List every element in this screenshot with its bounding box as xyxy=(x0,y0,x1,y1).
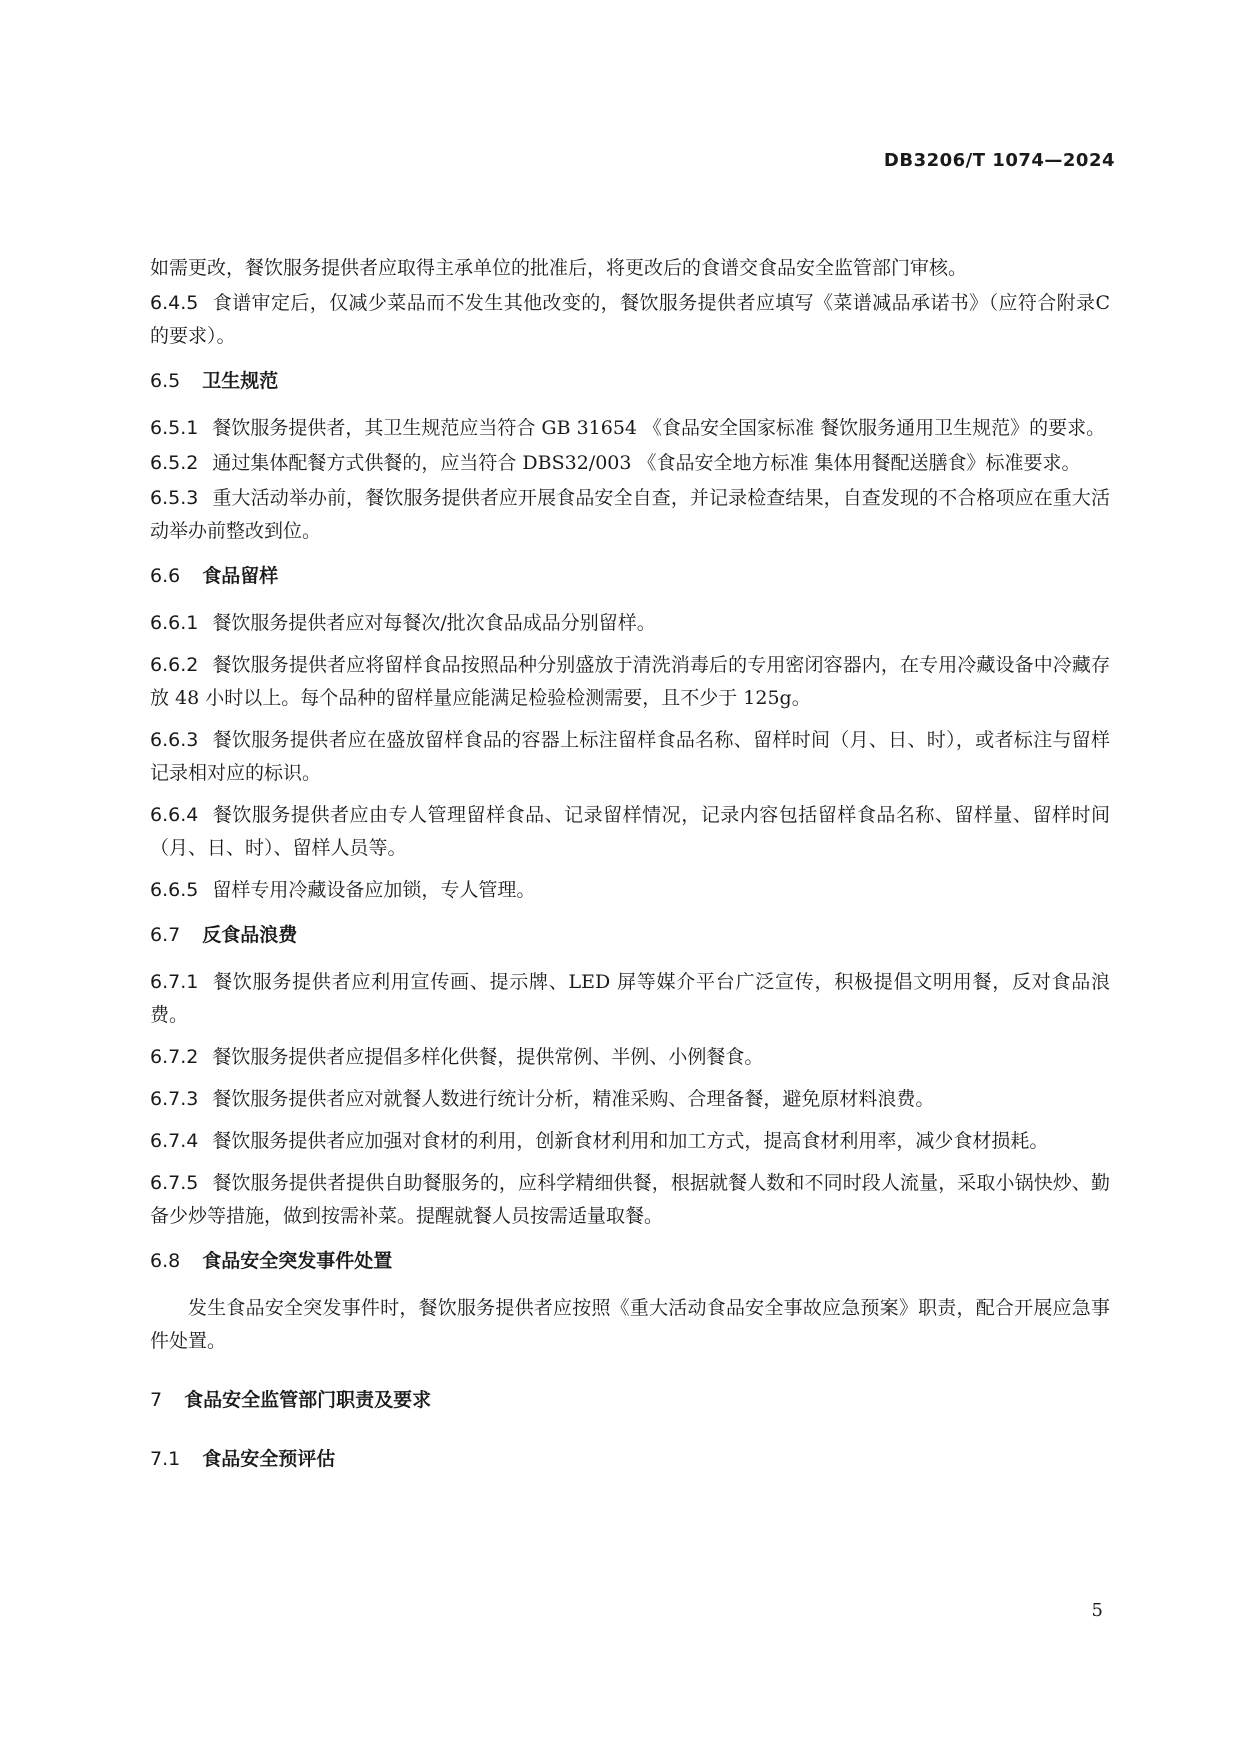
section-6-8-heading xyxy=(150,1245,1110,1278)
clause-number: 6.5.3 xyxy=(150,487,199,509)
paragraph-6-8: 发生食品安全突发事件时，餐饮服务提供者应按照《重大活动食品安全事故应急预案》职责，配合开展应急事件处置。 xyxy=(150,1297,1110,1352)
clause-text: 餐饮服务提供者应对每餐次/批次食品成品分别留样。 xyxy=(212,612,656,634)
clause-text: 餐饮服务提供者应利用宣传画、提示牌、LED 屏等媒介平台广泛宣传，积极提倡文明用餐，反对食品浪费。 xyxy=(150,971,1110,1026)
chapter-number: 7 xyxy=(150,1389,163,1411)
clause-text: 重大活动举办前，餐饮服务提供者应开展食品安全自查，并记录检查结果，自查发现的不合格项应在重大活动举办前整改到位。 xyxy=(150,487,1110,542)
clause-number: 6.5.1 xyxy=(150,417,199,439)
document-body xyxy=(150,252,1110,1476)
clause-number: 6.6.3 xyxy=(150,729,199,751)
clause-6-7-2 xyxy=(150,1041,1110,1074)
clause-text: 餐饮服务提供者应将留样食品按照品种分别盛放于清洗消毒后的专用密闭容器内，在专用冷藏设备中冷藏存放 48 小时以上。每个品种的留样量应能满足检验检测需要，且不少于 125g。 xyxy=(150,654,1110,709)
clause-number: 6.7.5 xyxy=(150,1172,199,1194)
clause-number: 6.6.1 xyxy=(150,612,199,634)
clause-number: 6.7.3 xyxy=(150,1088,199,1110)
section-number: 6.7 xyxy=(150,924,181,946)
clause-text: 餐饮服务提供者应对就餐人数进行统计分析，精准采购、合理备餐，避免原材料浪费。 xyxy=(212,1088,935,1110)
clause-text: 餐饮服务提供者应提倡多样化供餐，提供常例、半例、小例餐食。 xyxy=(212,1046,764,1068)
page-number: 5 xyxy=(1091,1600,1103,1621)
clause-6-5-3 xyxy=(150,482,1110,548)
clause-text: 食谱审定后，仅减少菜品而不发生其他改变的，餐饮服务提供者应填写《菜谱减品承诺书》（应符合附录C的要求）。 xyxy=(150,292,1110,347)
clause-6-6-5 xyxy=(150,874,1110,907)
clause-6-7-3 xyxy=(150,1083,1110,1116)
clause-6-6-1 xyxy=(150,607,1110,640)
clause-text: 餐饮服务提供者应由专人管理留样食品、记录留样情况，记录内容包括留样食品名称、留样量、留样时间（月、日、时）、留样人员等。 xyxy=(150,804,1110,859)
section-title: 反食品浪费 xyxy=(202,924,298,946)
section-title: 卫生规范 xyxy=(202,370,279,392)
section-6-6-heading xyxy=(150,560,1110,593)
section-number: 7.1 xyxy=(150,1448,181,1470)
clause-text: 餐饮服务提供者应加强对食材的利用，创新食材利用和加工方式，提高食材利用率，减少食材损耗。 xyxy=(212,1130,1049,1152)
clause-6-6-4 xyxy=(150,799,1110,865)
paragraph-continuation: 如需更改，餐饮服务提供者应取得主承单位的批准后，将更改后的食谱交食品安全监管部门审核。 xyxy=(150,257,968,279)
clause-text: 餐饮服务提供者提供自助餐服务的，应科学精细供餐，根据就餐人数和不同时段人流量，采取小锅快炒、勤备少炒等措施，做到按需补菜。提醒就餐人员按需适量取餐。 xyxy=(150,1172,1110,1227)
section-title: 食品安全预评估 xyxy=(202,1448,336,1470)
clause-6-7-1 xyxy=(150,966,1110,1032)
chapter-7-heading xyxy=(150,1384,1110,1417)
section-6-5-heading xyxy=(150,365,1110,398)
clause-number: 6.4.5 xyxy=(150,292,199,314)
section-number: 6.8 xyxy=(150,1250,181,1272)
clause-6-6-2 xyxy=(150,649,1110,715)
section-number: 6.6 xyxy=(150,565,181,587)
clause-6-7-4 xyxy=(150,1125,1110,1158)
clause-6-5-2 xyxy=(150,447,1110,480)
section-title: 食品安全突发事件处置 xyxy=(202,1250,393,1272)
clause-number: 6.6.5 xyxy=(150,879,199,901)
clause-number: 6.6.4 xyxy=(150,804,199,826)
clause-6-4-5 xyxy=(150,287,1110,353)
clause-text: 餐饮服务提供者，其卫生规范应当符合 GB 31654 《食品安全国家标准 餐饮服务通用卫生规范》的要求。 xyxy=(212,417,1106,439)
standard-code: DB3206/T 1074—2024 xyxy=(883,150,1115,171)
section-title: 食品留样 xyxy=(202,565,279,587)
clause-number: 6.7.4 xyxy=(150,1130,199,1152)
clause-number: 6.7.1 xyxy=(150,971,199,993)
clause-6-7-5 xyxy=(150,1167,1110,1233)
section-7-1-heading xyxy=(150,1443,1110,1476)
clause-number: 6.7.2 xyxy=(150,1046,199,1068)
chapter-title: 食品安全监管部门职责及要求 xyxy=(184,1389,432,1411)
clause-number: 6.5.2 xyxy=(150,452,199,474)
clause-6-5-1 xyxy=(150,412,1110,445)
section-number: 6.5 xyxy=(150,370,181,392)
clause-number: 6.6.2 xyxy=(150,654,199,676)
clause-text: 通过集体配餐方式供餐的，应当符合 DBS32/003 《食品安全地方标准 集体用餐配送膳食》标准要求。 xyxy=(212,452,1081,474)
clause-6-6-3 xyxy=(150,724,1110,790)
section-6-7-heading xyxy=(150,919,1110,952)
clause-text: 留样专用冷藏设备应加锁，专人管理。 xyxy=(212,879,536,901)
clause-text: 餐饮服务提供者应在盛放留样食品的容器上标注留样食品名称、留样时间（月、日、时），或者标注与留样记录相对应的标识。 xyxy=(150,729,1110,784)
